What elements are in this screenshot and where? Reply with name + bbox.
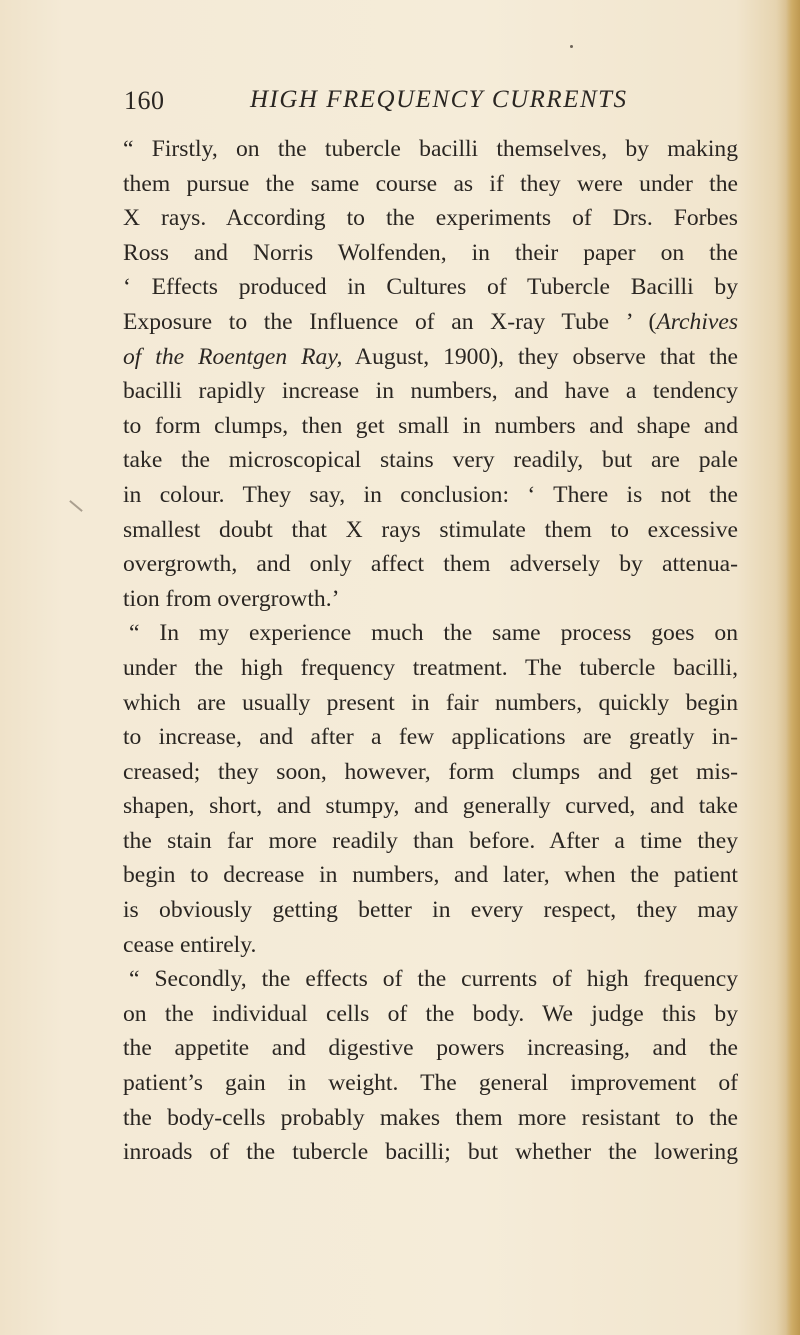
body-text [123, 132, 738, 1170]
page-number: 160 [124, 86, 165, 115]
journal-title: Archives [656, 308, 738, 335]
text-line-with-citation [123, 340, 738, 375]
text-line: under the high frequency treatment. The tubercle bacilli, [123, 654, 738, 681]
text-segment: Exposure to the Influence of an X-ray Tube ’ ( [123, 308, 657, 335]
text-line: inroads of the tubercle bacilli; but whether the lowering [123, 1139, 738, 1166]
text-line: Ross and Norris Wolfenden, in their paper on the [123, 239, 738, 266]
text-line: is obviously getting better in every respect, they may [123, 897, 738, 924]
running-title: HIGH FREQUENCY CURRENTS [250, 86, 628, 113]
text-line: X rays. According to the experiments of Drs. Forbes [123, 205, 738, 232]
text-line: the stain far more readily than before. After a time they [123, 827, 738, 854]
text-line: shapen, short, and stumpy, and generally curved, and take [123, 793, 738, 820]
text-line: to increase, and after a few applications are greatly in- [123, 724, 738, 751]
text-line: to form clumps, then get small in numbers and shape and [123, 412, 738, 439]
text-line: bacilli rapidly increase in numbers, and have a tendency [123, 378, 738, 405]
page-edge-shadow [786, 0, 800, 1335]
text-line: them pursue the same course as if they were under the [123, 170, 738, 197]
text-line: smallest doubt that X rays stimulate them to excessive [123, 516, 738, 543]
text-line: overgrowth, and only affect them adversely by attenua- [123, 551, 738, 578]
paper-speck [570, 45, 573, 48]
page-header [0, 86, 800, 120]
text-line: take the microscopical stains very readily, but are pale [123, 447, 738, 474]
text-line: “ Secondly, the effects of the currents of high frequency [129, 966, 738, 993]
text-segment: August, 1900), they observe that the [342, 343, 739, 370]
text-line: on the individual cells of the body. We judge this by [123, 1000, 738, 1027]
text-line: creased; they soon, however, form clumps and get mis- [123, 758, 738, 785]
text-line: in colour. They say, in conclusion: ‘ There is not the [123, 481, 738, 508]
text-line: ‘ Effects produced in Cultures of Tubercle Bacilli by [123, 274, 738, 301]
text-line-with-citation [123, 305, 738, 340]
text-line: the body-cells probably makes them more resistant to the [123, 1104, 738, 1131]
text-line: which are usually present in fair numbers, quickly begin [123, 689, 738, 716]
paper-mark [69, 500, 83, 512]
text-line: tion from overgrowth.’ [123, 585, 340, 612]
journal-title-continued: of the Roentgen Ray, [123, 343, 343, 370]
text-line: the appetite and digestive powers increasing, and the [123, 1035, 738, 1062]
text-line: “ Firstly, on the tubercle bacilli themselves, by making [123, 136, 738, 162]
text-line: patient’s gain in weight. The general improvement of [123, 1070, 738, 1097]
text-line: cease entirely. [123, 931, 257, 958]
text-line: begin to decrease in numbers, and later, when the patient [123, 862, 738, 889]
text-line: “ In my experience much the same process goes on [129, 620, 738, 647]
